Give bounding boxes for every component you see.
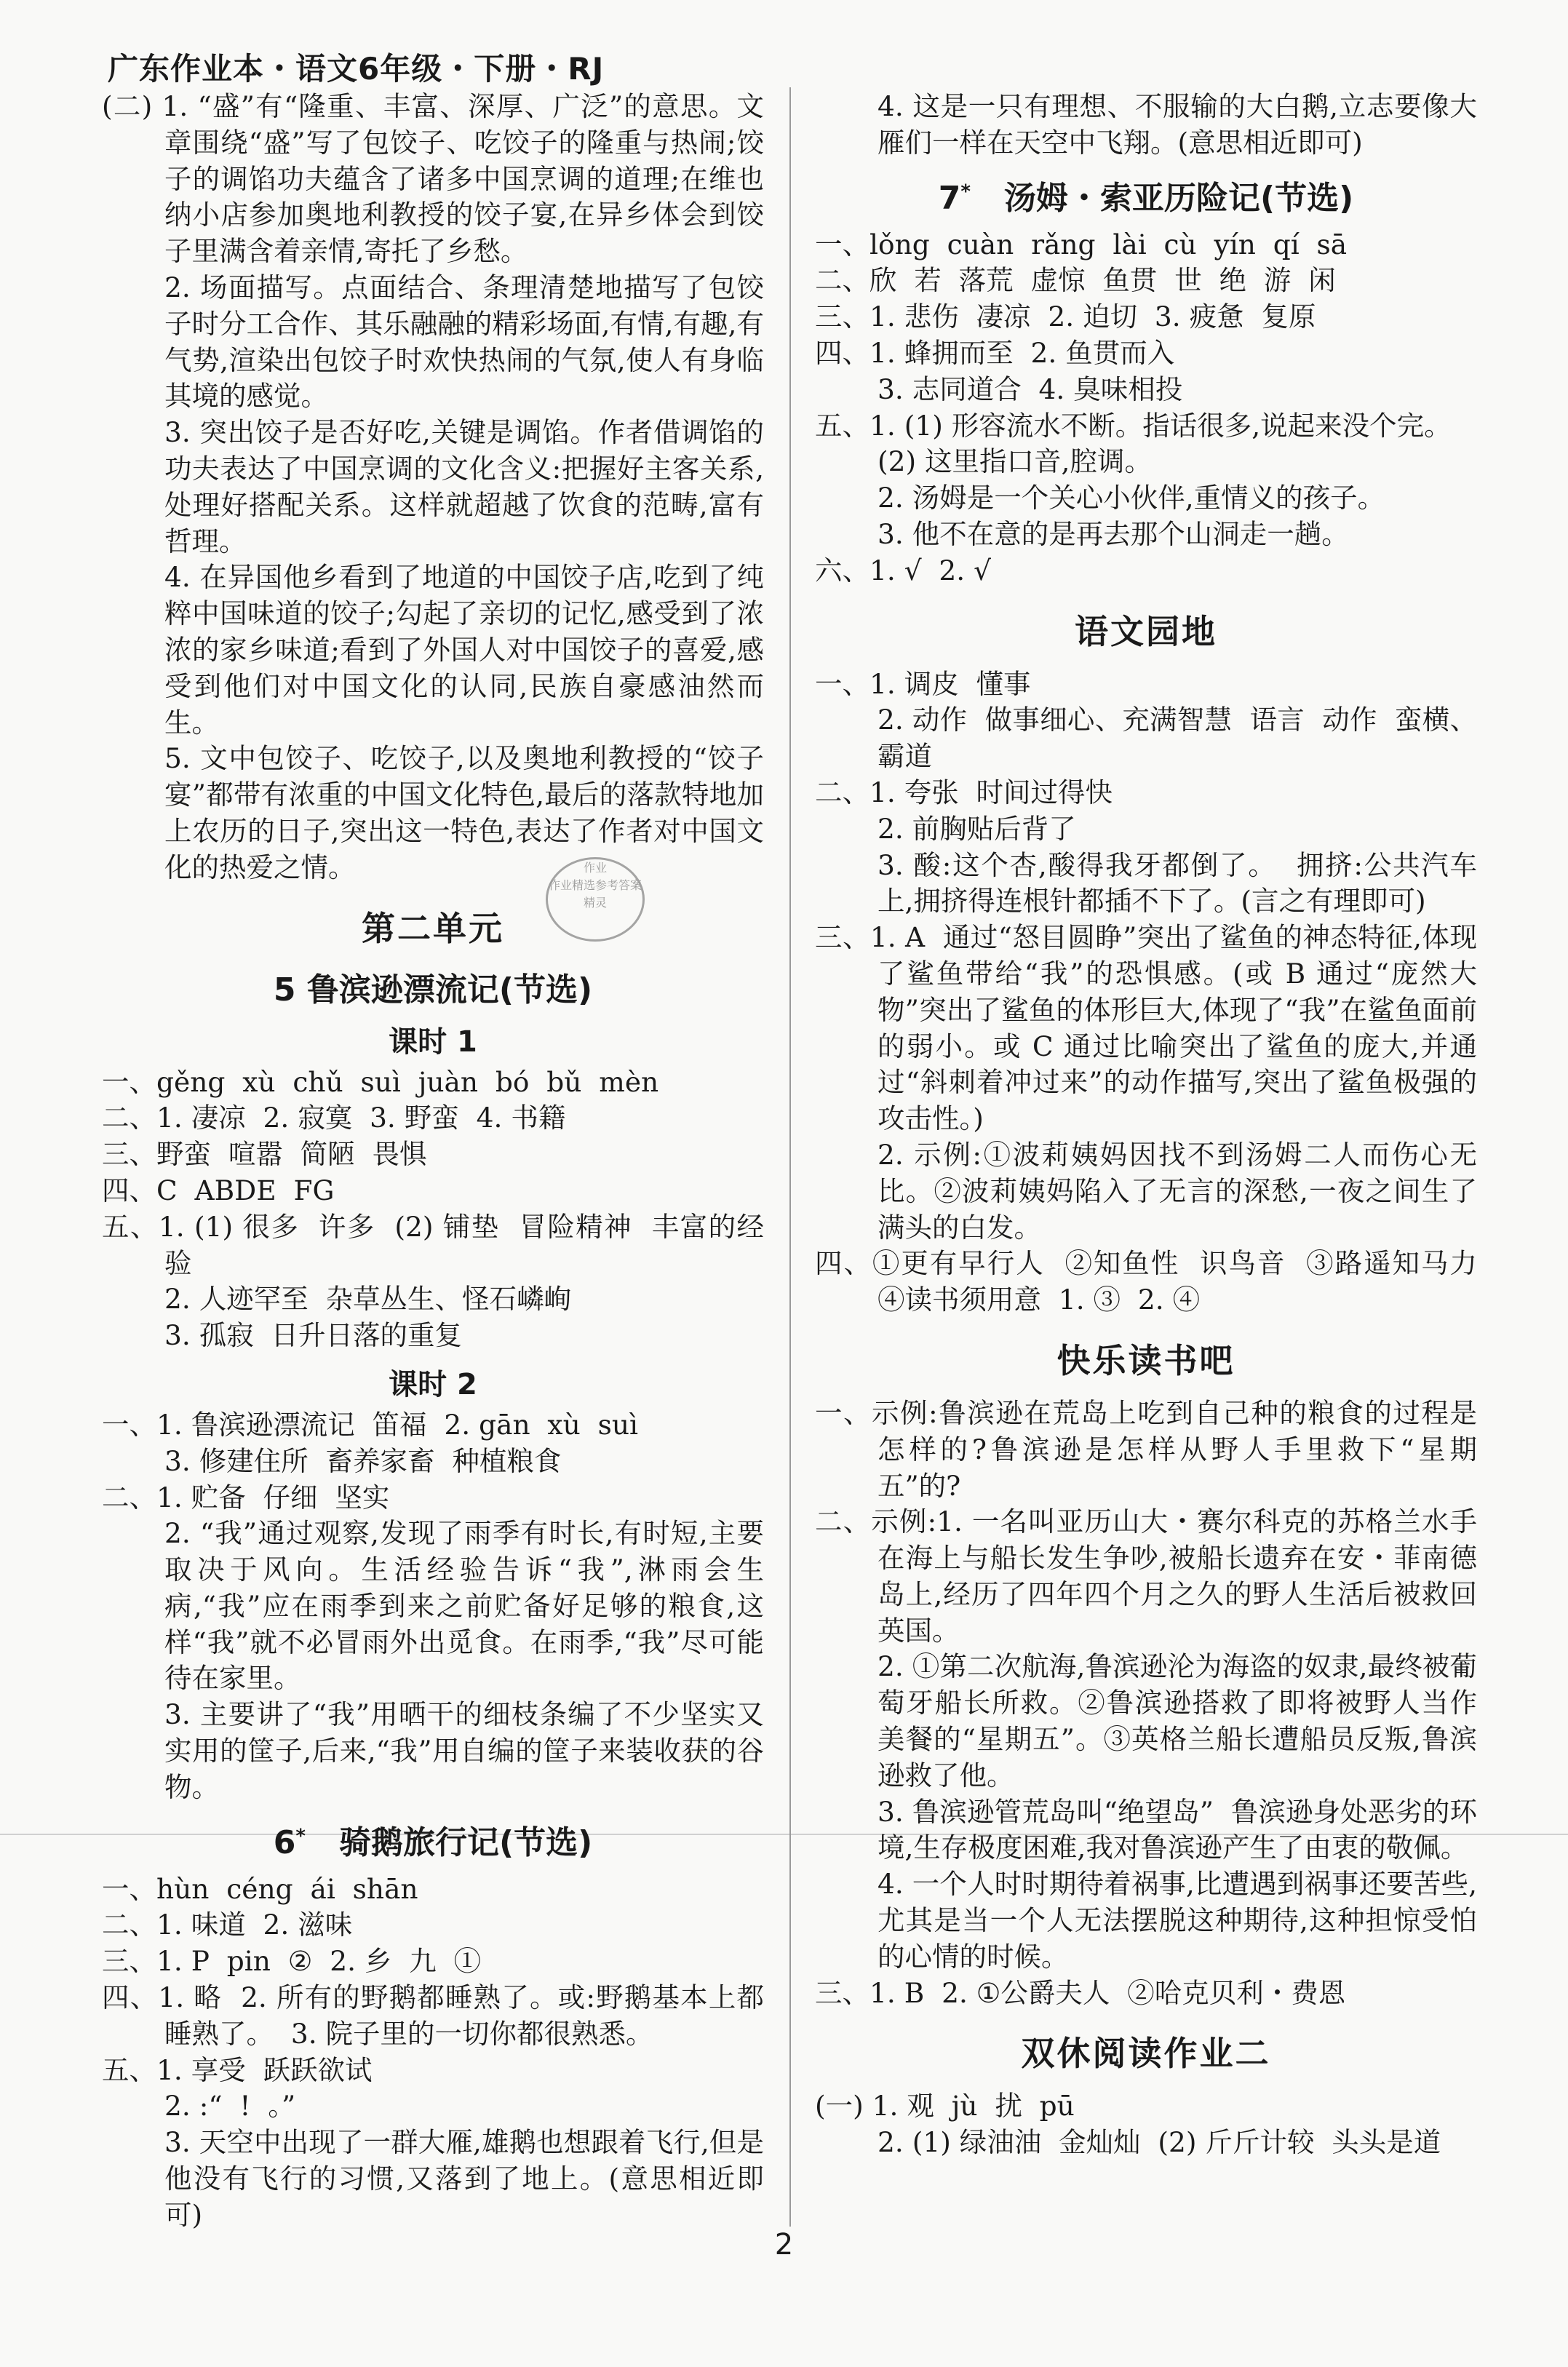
lesson-5-title: 5 鲁滨逊漂流记(节选) xyxy=(273,971,593,1009)
answer-line: 二、1. 味道 2. 滋味 xyxy=(102,1909,353,1941)
answer-line: 五、1. (1) 很多 许多 (2) 铺垫 冒险精神 丰富的经验 xyxy=(102,1210,764,1279)
answer-line: 六、1. √ 2. √ xyxy=(815,554,992,586)
page-number: 2 xyxy=(774,2228,794,2261)
answer-line: 2. 示例:①波莉姨妈因找不到汤姆二人而伤心无比。②波莉姨妈陷入了无言的深愁,一夜之间生了满头的白发。 xyxy=(877,1138,1477,1244)
lesson-6-title xyxy=(102,1816,764,1863)
stamp-line: 作业精选参考答案 xyxy=(548,878,642,892)
answer-line: 五、1. (1) 形容流水不断。指话很多,说起来没个完。 xyxy=(815,409,1452,442)
unit-title: 第二单元 xyxy=(362,908,504,948)
reading-title: 快乐读书吧 xyxy=(1056,1340,1235,1380)
optional-star: * xyxy=(295,1825,306,1847)
lesson-6-name: 骑鹅旅行记(节选) xyxy=(338,1823,593,1861)
stamp-line: 作业 xyxy=(583,861,607,875)
left-column xyxy=(102,89,764,2234)
answer-line: 3. 酸:这个杏,酸得我牙都倒了。 拥挤:公共汽车上,拥挤得连根针都插不下了。(言之有理即可) xyxy=(877,848,1477,918)
answer-line: 2. 汤姆是一个关心小伙伴,重情义的孩子。 xyxy=(877,482,1385,514)
answer-paragraph: 4. 在异国他乡看到了地道的中国饺子店,吃到了纯粹中国味道的饺子;勾起了亲切的记忆,感受到了浓浓的家乡味道;看到了外国人对中国饺子的喜爱,感受到他们对中国文化的认同,民族自豪感油然而生。 xyxy=(164,561,764,739)
answer-line: 2. 人迹罕至 杂草丛生、怪石嶙峋 xyxy=(164,1283,572,1316)
lesson-5-part-2: 课时 2 xyxy=(389,1367,477,1401)
homework-title: 双休阅读作业二 xyxy=(1021,2034,1271,2074)
answer-line: 三、1. P pin ② 2. 乡 九 ① xyxy=(102,1945,482,1978)
watermark-stamp xyxy=(546,857,645,942)
answer-line: 2. (1) 绿油油 金灿灿 (2) 斤斤计较 头头是道 xyxy=(877,2126,1441,2159)
column-divider xyxy=(789,87,791,2227)
answer-line: 3. 志同道合 4. 臭味相投 xyxy=(877,373,1183,405)
answer-line: 四、C ABDE FG xyxy=(102,1174,335,1206)
answer-paragraph: (二) 1. “盛”有“隆重、丰富、深厚、广泛”的意思。文章围绕“盛”写了包饺子、吃饺子的隆重与热闹;饺子的调馅功夫蕴含了诸多中国烹调的道理;在维也纳小店参加奥地利教授的饺子宴,在异乡体会到饺子里满含着亲情,寄托了乡愁。 xyxy=(102,90,764,268)
answer-line: 三、1. B 2. ①公爵夫人 ②哈克贝利・费恩 xyxy=(815,1976,1346,2009)
answer-line: 3. 天空中出现了一群大雁,雄鹅也想跟着飞行,但是他没有飞行的习惯,又落到了地上。(意思相近即可) xyxy=(164,2126,764,2231)
answer-line: 四、1. 略 2. 所有的野鹅都睡熟了。或:野鹅基本上都睡熟了。 3. 院子里的一切你都很熟悉。 xyxy=(102,1981,764,2050)
answer-line: 三、野蛮 喧嚣 简陋 畏惧 xyxy=(102,1138,427,1171)
answer-line: 一、示例:鲁滨逊在荒岛上吃到自己种的粮食的过程是怎样的?鲁滨逊是怎样从野人手里救下“星期五”的? xyxy=(815,1396,1477,1502)
answer-line: 一、1. 调皮 懂事 xyxy=(815,667,1031,700)
answer-line: 二、1. 夸张 时间过得快 xyxy=(815,776,1113,808)
answer-line: 二、1. 凄凉 2. 寂寞 3. 野蛮 4. 书籍 xyxy=(102,1102,566,1134)
answer-paragraph: 3. 突出饺子是否好吃,关键是调馅。作者借调馅的功夫表达了中国烹调的文化含义:把握好主客关系,处理好搭配关系。这样就超越了饮食的范畴,富有哲理。 xyxy=(164,416,764,557)
right-column xyxy=(815,89,1495,2161)
optional-star: * xyxy=(960,180,971,202)
answer-line: 一、1. 鲁滨逊漂流记 笛福 2. gān xù suì xyxy=(102,1408,638,1441)
answer-line: 四、①更有早行人 ②知鱼性 识鸟音 ③路遥知马力 ④读书须用意 1. ③ 2. ④ xyxy=(815,1247,1495,1316)
answer-line: 二、示例:1. 一名叫亚历山大・赛尔科克的苏格兰水手在海上与船长发生争吵,被船长遗弃在安・菲南德岛上,经历了四年四个月之久的野人生活后被救回英国。 xyxy=(815,1505,1477,1647)
garden-title: 语文园地 xyxy=(1075,611,1217,651)
answer-line: 3. 鲁滨逊管荒岛叫“绝望岛” 鲁滨逊身处恶劣的环境,生存极度困难,我对鲁滨逊产生了由衷的敬佩。 xyxy=(877,1795,1477,1864)
answer-paragraph: 5. 文中包饺子、吃饺子,以及奥地利教授的“饺子宴”都带有浓重的中国文化特色,最后的落款特地加上农历的日子,突出这一特色,表达了作者对中国文化的热爱之情。 xyxy=(164,742,764,883)
answer-line: 2. 前胸贴后背了 xyxy=(877,812,1076,845)
answer-line: 2. ①第二次航海,鲁滨逊沦为海盗的奴隶,最终被葡萄牙船长所救。②鲁滨逊搭救了即将被野人当作美餐的“星期五”。③英格兰船长遭船员反叛,鲁滨逊救了他。 xyxy=(877,1650,1477,1791)
answer-line: 3. 孤寂 日升日落的重复 xyxy=(164,1319,463,1352)
lesson-6-number: 6 xyxy=(273,1823,296,1861)
answer-line: 五、1. 享受 跃跃欲试 xyxy=(102,2053,373,2086)
lesson-7-name: 汤姆・索亚历险记(节选) xyxy=(1003,179,1354,217)
answer-line: 3. 主要讲了“我”用晒干的细枝条编了不少坚实又实用的筐子,后来,“我”用自编的筐子来装收获的谷物。 xyxy=(164,1698,764,1803)
answer-line: 二、1. 贮备 仔细 坚实 xyxy=(102,1481,390,1513)
lesson-7-number: 7 xyxy=(938,179,961,217)
answer-line: (2) 这里指口音,腔调。 xyxy=(877,445,1152,478)
answer-paragraph: 2. 场面描写。点面结合、条理清楚地描写了包饺子时分工合作、其乐融融的精彩场面,有情,有趣,有气势,渲染出包饺子时欢快热闹的气氛,使人有身临其境的感觉。 xyxy=(164,271,764,413)
answer-line: 2. 动作 做事细心、充满智慧 语言 动作 蛮横、霸道 xyxy=(877,704,1477,773)
answer-line: (一) 1. 观 jù 扰 pū xyxy=(815,2090,1075,2123)
answer-line: 二、欣 若 落荒 虚惊 鱼贯 世 绝 游 闲 xyxy=(815,264,1336,297)
lesson-5-part-1: 课时 1 xyxy=(389,1025,477,1059)
answer-line: 一、gěng xù chǔ suì juàn bó bǔ mèn xyxy=(102,1065,659,1098)
answer-line: 3. 他不在意的是再去那个山洞走一趟。 xyxy=(877,517,1349,550)
answer-line: 三、1. 悲伤 凄凉 2. 迫切 3. 疲惫 复原 xyxy=(815,301,1316,333)
answer-line: 3. 修建住所 畜养家畜 种植粮食 xyxy=(164,1444,562,1477)
answer-line: 三、1. A 通过“怒目圆睁”突出了鲨鱼的神态特征,体现了鲨鱼带给“我”的恐惧感。(或 B 通过“庞然大物”突出了鲨鱼的体形巨大,体现了“我”在鲨鱼面前的弱小。或 C 通过比喻突出了鲨鱼的庞大,并通过“斜刺着冲过来”的动作描写,突出了鲨鱼极强的攻击性。) xyxy=(815,921,1477,1135)
stamp-line: 精灵 xyxy=(583,896,607,910)
answer-line: 四、1. 蜂拥而至 2. 鱼贯而入 xyxy=(815,336,1175,369)
answer-line: 2. “我”通过观察,发现了雨季有时长,有时短,主要取决于风向。生活经验告诉“我”,淋雨会生病,“我”应在雨季到来之前贮备好足够的粮食,这样“我”就不必冒雨外出觅食。在雨季,“我”尽可能待在家里。 xyxy=(164,1517,764,1695)
lesson-7-title xyxy=(815,172,1477,218)
answer-line: 2. :“ ! 。” xyxy=(164,2090,296,2123)
answer-line: 一、hùn céng ái shān xyxy=(102,1872,418,1905)
answer-line: 4. 一个人时时期待着祸事,比遭遇到祸事还要苦些,尤其是当一个人无法摆脱这种期待,这种担惊受怕的心情的时候。 xyxy=(877,1868,1477,1973)
answer-line: 4. 这是一只有理想、不服输的大白鹅,立志要像大雁们一样在天空中飞翔。(意思相近即可) xyxy=(877,90,1477,159)
page-header: 广东作业本・语文6年级・下册・RJ xyxy=(108,51,605,87)
answer-line: 一、lǒng cuàn rǎng lài cù yín qí sā xyxy=(815,228,1348,260)
